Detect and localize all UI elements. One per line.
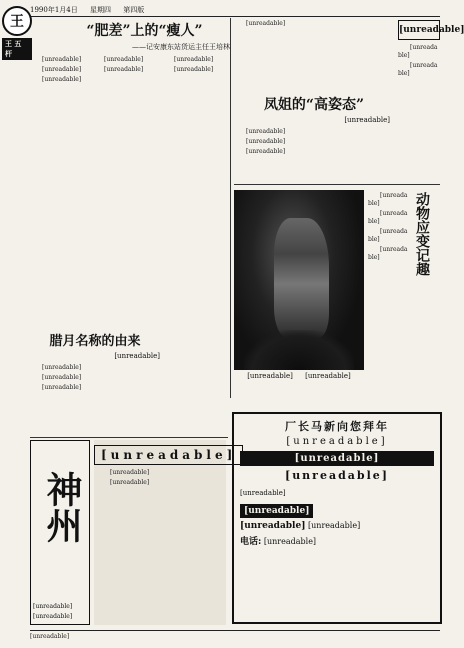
ad-company: [unreadable] (240, 504, 313, 518)
animal-article-para: [unreadable] (368, 246, 408, 261)
main-article-col-2 (92, 56, 158, 326)
photo-credit: [unreadable] (305, 372, 351, 380)
ad-telephone (240, 534, 434, 547)
calligraphy-designer: [unreadable] (33, 613, 73, 620)
masthead-logo (2, 6, 32, 66)
poem-title: [unreadable] (94, 445, 243, 465)
dateline-page: 第四版 (123, 6, 145, 14)
masthead-emblem-icon (2, 6, 32, 36)
main-article-col-1 (30, 56, 88, 326)
laba-article-para: [unreadable] (42, 374, 82, 381)
photo-caption-block (234, 372, 364, 384)
side-column-body (398, 44, 440, 124)
poem-line: [unreadable] (110, 479, 150, 486)
ad-slogan-secondary: [unreadable] (284, 469, 389, 482)
fengjie-para: [unreadable] (246, 138, 286, 145)
ad-slogan: [unreadable] (240, 451, 434, 466)
main-subhead: ——记安康东站货运主任王培林 (132, 43, 230, 51)
fengjie-body (234, 128, 440, 180)
poem-body (94, 465, 226, 493)
animal-article-body (368, 192, 410, 392)
main-headline: “肥差”上的“瘦人” (86, 23, 203, 39)
animal-article-para: [unreadable] (368, 210, 408, 225)
side-column-tag-box (398, 20, 464, 40)
main-article-para: [unreadable] (174, 66, 214, 73)
fengjie-byline-block (330, 116, 390, 126)
section-rule (234, 184, 440, 185)
main-article-byline: [unreadable] (42, 56, 82, 63)
ad-address-value: [unreadable] (308, 521, 361, 530)
dateline-weekday: 星期四 (89, 6, 111, 14)
fengjie-lead (234, 20, 394, 92)
laba-headline-block (30, 330, 160, 350)
ad-body: [unreadable] (240, 489, 286, 497)
laba-article-para: [unreadable] (42, 384, 82, 391)
masthead-tag: 王 五 杆 (2, 38, 32, 60)
animal-headline: 动物应变记趣 (414, 192, 430, 276)
photo-caption: [unreadable] (247, 372, 293, 380)
main-article-col-3 (162, 56, 228, 326)
fengjie-byline: [unreadable] (344, 116, 390, 124)
main-subhead-block (70, 42, 230, 52)
advertisement (232, 412, 442, 624)
fengjie-headline: 凤姐的“高姿态” (263, 97, 365, 113)
landscape-photo (234, 190, 364, 370)
side-column-para: [unreadable] (398, 62, 438, 77)
laba-byline: [unreadable] (114, 352, 160, 360)
main-headline-block (62, 20, 227, 42)
section-rule (30, 437, 228, 438)
ad-title: 厂长马新向您拜年 (285, 420, 389, 433)
ad-address-label: [unreadable] (240, 521, 306, 531)
side-column-para: [unreadable] (398, 44, 438, 59)
photo-rock-formation (274, 218, 329, 338)
masthead-emblem-glyph: 王 (10, 14, 24, 30)
laba-headline: 腊月名称的由来 (49, 334, 141, 349)
page-footer: [unreadable] (30, 630, 440, 643)
laba-article-para: [unreadable] (42, 364, 82, 371)
animal-article-para: [unreadable] (368, 228, 408, 243)
fengjie-headline-block (234, 94, 394, 116)
calligraphy-caption: [unreadable] (33, 603, 73, 610)
main-article-para: [unreadable] (42, 76, 82, 83)
ad-subtitle: [unreadable] (286, 436, 388, 447)
photo-foreground-trees (244, 330, 354, 370)
main-article-para: [unreadable] (104, 56, 144, 63)
poem-block (94, 440, 237, 625)
poem-title-wrapper (94, 444, 237, 465)
fengjie-para: [unreadable] (246, 148, 286, 155)
poem-line: [unreadable] (110, 469, 150, 476)
ad-address (240, 521, 434, 531)
calligraphy-characters: 神州 (41, 471, 83, 543)
dateline-date: 1990年1月4日 (30, 6, 78, 14)
ad-telephone-value: [unreadable] (263, 537, 317, 546)
main-article-para: [unreadable] (104, 66, 144, 73)
laba-byline-block (100, 352, 160, 362)
fengjie-para: [unreadable] (246, 20, 286, 27)
animal-headline-block (412, 192, 440, 342)
animal-article-byline: [unreadable] (368, 192, 408, 207)
calligraphy-block (30, 440, 90, 625)
dateline (30, 4, 440, 17)
main-article-para: [unreadable] (174, 56, 214, 63)
main-article-para: [unreadable] (42, 66, 82, 73)
column-rule (230, 18, 231, 398)
laba-article-body (30, 364, 226, 434)
ad-telephone-label: 电话: (240, 537, 262, 547)
side-column-tag: [unreadable] (399, 25, 464, 35)
fengjie-para: [unreadable] (246, 128, 286, 135)
